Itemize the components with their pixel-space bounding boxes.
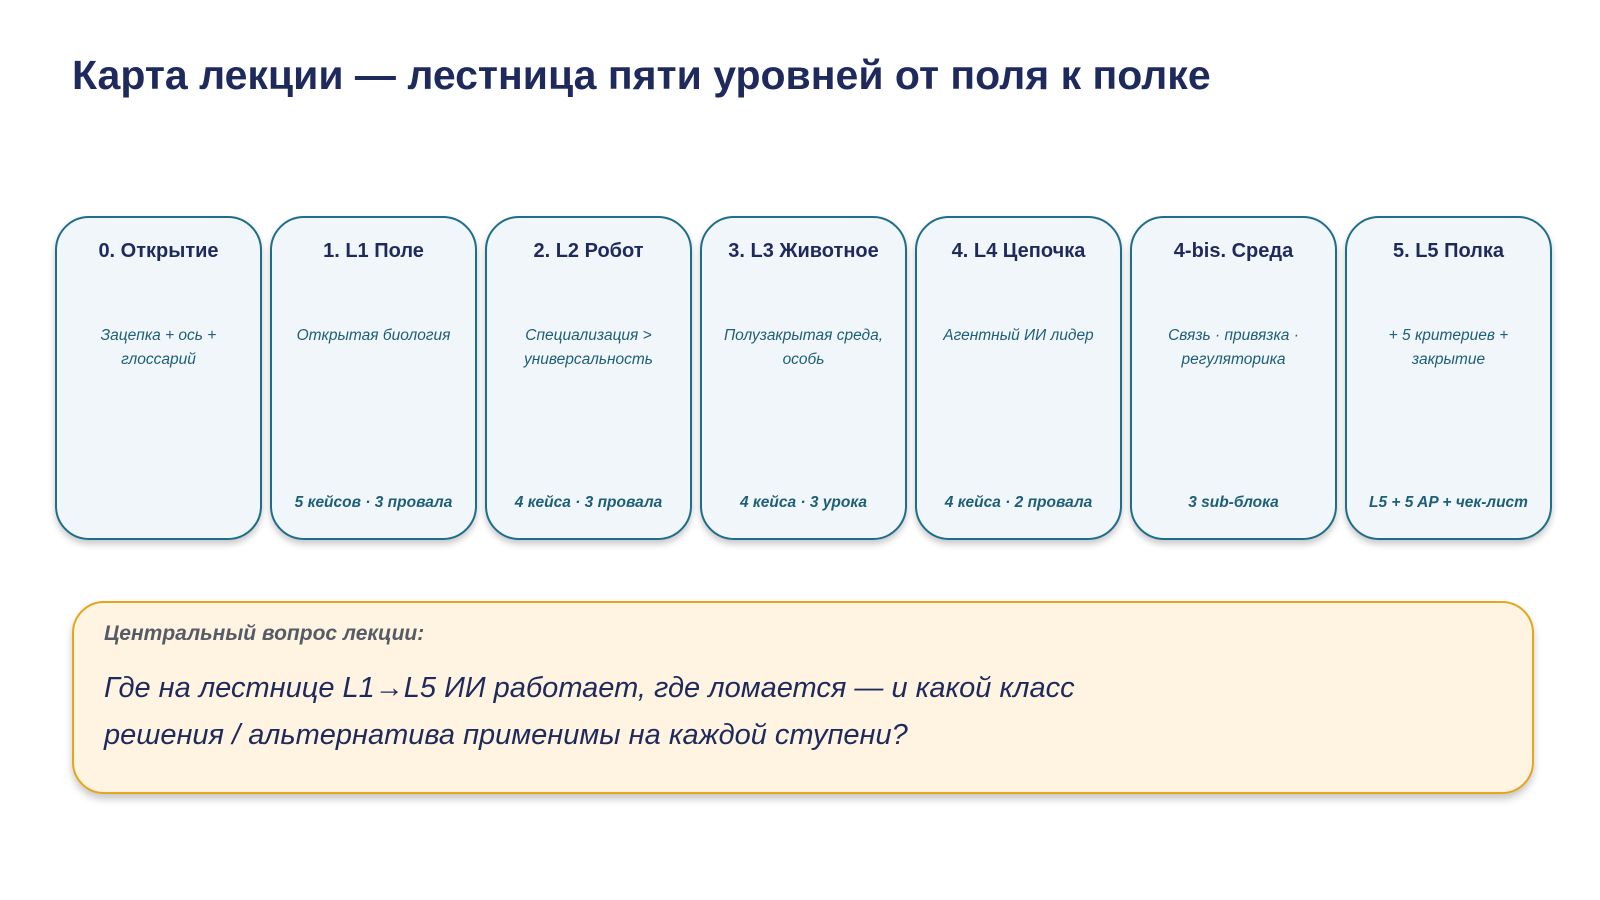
card-title: 0. Открытие — [98, 240, 219, 262]
card-title: 2. L2 Робот — [533, 240, 644, 262]
card-footer: 5 кейсов · 3 провала — [294, 494, 453, 511]
card-title: 5. L5 Полка — [1392, 240, 1505, 262]
card-subtitle: Связь · привязка · регуляторика — [1168, 327, 1299, 368]
card-footer: 4 кейса · 2 провала — [944, 494, 1093, 511]
card-footer: L5 + 5 AP + чек-лист — [1369, 494, 1528, 511]
central-question-box — [72, 601, 1534, 794]
card-footer: 3 sub-блока — [1188, 494, 1279, 511]
central-question-text: Где на лестнице L1→L5 ИИ работает, где ломается — и какой класс решения / альтернатива применимы на каждой ступени? — [104, 672, 1075, 751]
card-subtitle: Полузакрытая среда, особь — [723, 327, 884, 368]
card-l3-animal — [700, 216, 907, 540]
card-opening — [55, 216, 262, 540]
card-subtitle: Зацепка + ось + глоссарий — [100, 327, 217, 368]
card-footer: 4 кейса · 3 провала — [514, 494, 663, 511]
card-subtitle: Специализация > универсальность — [524, 327, 653, 368]
card-footer: 4 кейса · 3 урока — [739, 494, 868, 511]
lecture-ladder — [55, 216, 1554, 540]
central-question-label: Центральный вопрос лекции: — [104, 622, 425, 645]
card-subtitle: Открытая биология — [296, 327, 451, 344]
card-subtitle: + 5 критериев + закрытие — [1388, 327, 1509, 368]
card-title: 3. L3 Животное — [728, 240, 879, 262]
card-title: 4. L4 Цепочка — [951, 240, 1086, 262]
card-4bis-environment — [1130, 216, 1337, 540]
card-l1-field — [270, 216, 477, 540]
card-l5-shelf — [1345, 216, 1552, 540]
card-l4-chain — [915, 216, 1122, 540]
page-title: Карта лекции — лестница пяти уровней от поля к полке — [72, 52, 1211, 98]
card-title: 4-bis. Среда — [1173, 240, 1294, 262]
card-subtitle: Агентный ИИ лидер — [943, 327, 1094, 344]
card-l2-robot — [485, 216, 692, 540]
card-title: 1. L1 Поле — [323, 240, 424, 262]
